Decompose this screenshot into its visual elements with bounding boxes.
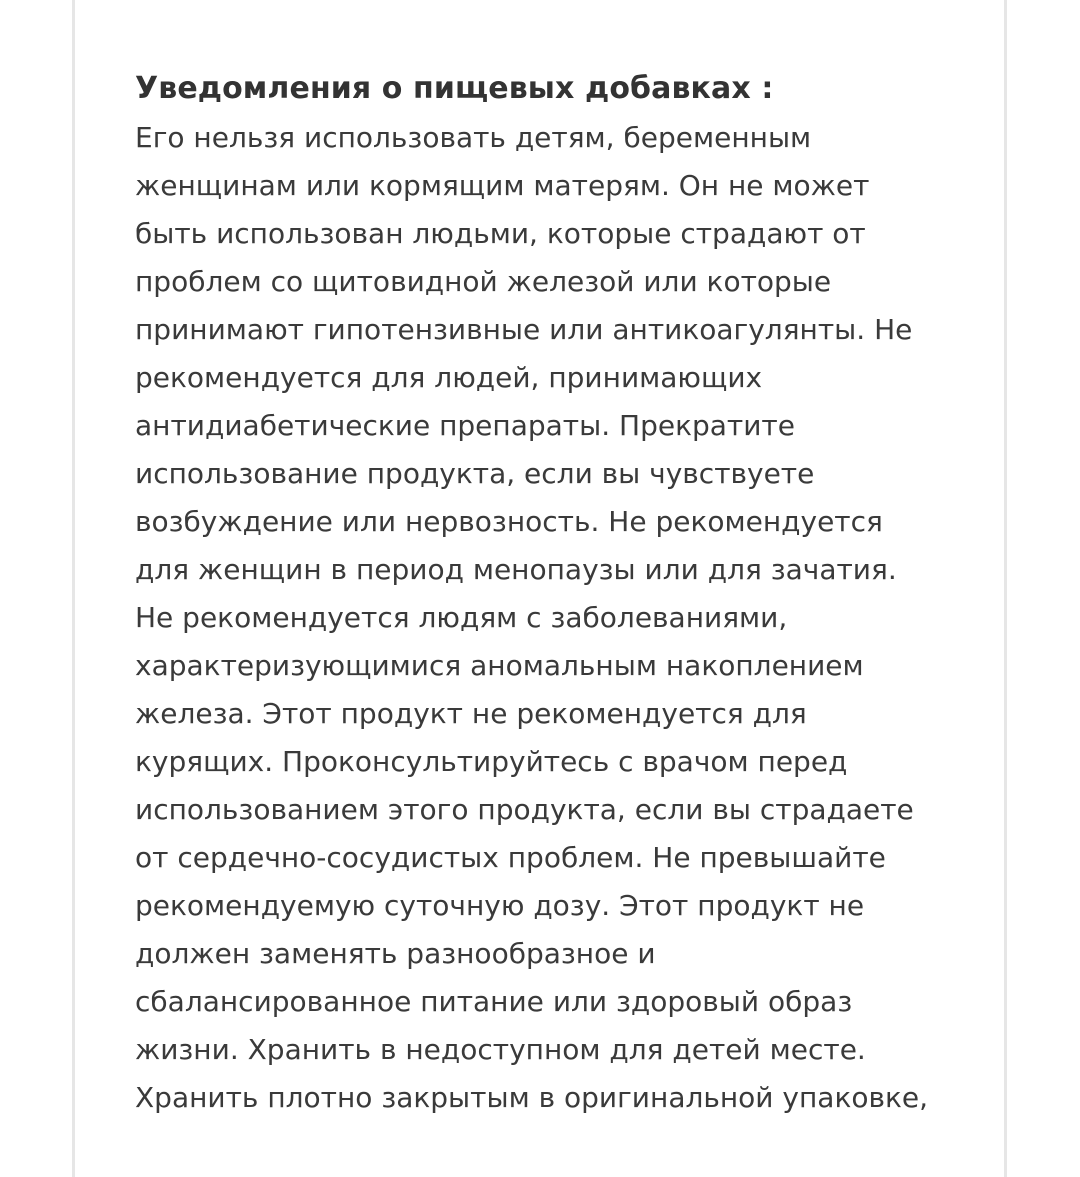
paragraph-line: женщинам или кормящим матерям. Он не может (135, 169, 870, 202)
paragraph-line: рекомендуемую суточную дозу. Этот продукт не (135, 889, 865, 922)
paragraph-line: сбалансированное питание или здоровый образ (135, 985, 853, 1018)
paragraph-line: проблем со щитовидной железой или которые (135, 265, 832, 298)
paragraph-line: Хранить плотно закрытым в оригинальной упаковке, (135, 1081, 929, 1114)
warnings-paragraph (135, 114, 955, 1122)
supplement-warnings-section (135, 66, 955, 1122)
paragraph-line: рекомендуется для людей, принимающих (135, 361, 763, 394)
paragraph-line: принимают гипотензивные или антикоагулянты. Не (135, 313, 913, 346)
paragraph-line: курящих. Проконсультируйтесь с врачом перед (135, 745, 848, 778)
paragraph-line: для женщин в период менопаузы или для зачатия. (135, 553, 897, 586)
paragraph-line: быть использован людьми, которые страдают от (135, 217, 866, 250)
content-frame-right-border (1004, 0, 1007, 1177)
content-frame-left-border (72, 0, 75, 1177)
paragraph-line: железа. Этот продукт не рекомендуется для (135, 697, 807, 730)
paragraph-line: антидиабетические препараты. Прекратите (135, 409, 795, 442)
paragraph-line: характеризующимися аномальным накоплением (135, 649, 864, 682)
paragraph-line: от сердечно-сосудистых проблем. Не превышайте (135, 841, 886, 874)
paragraph-line: Его нельзя использовать детям, беременным (135, 121, 812, 154)
paragraph-line: Не рекомендуется людям с заболеваниями, (135, 601, 788, 634)
section-heading: Уведомления о пищевых добавках : (135, 71, 774, 106)
paragraph-line: возбуждение или нервозность. Не рекомендуется (135, 505, 883, 538)
paragraph-line: использование продукта, если вы чувствуете (135, 457, 815, 490)
paragraph-line: должен заменять разнообразное и (135, 937, 656, 970)
paragraph-line: жизни. Хранить в недоступном для детей месте. (135, 1033, 866, 1066)
paragraph-line: использованием этого продукта, если вы страдаете (135, 793, 914, 826)
